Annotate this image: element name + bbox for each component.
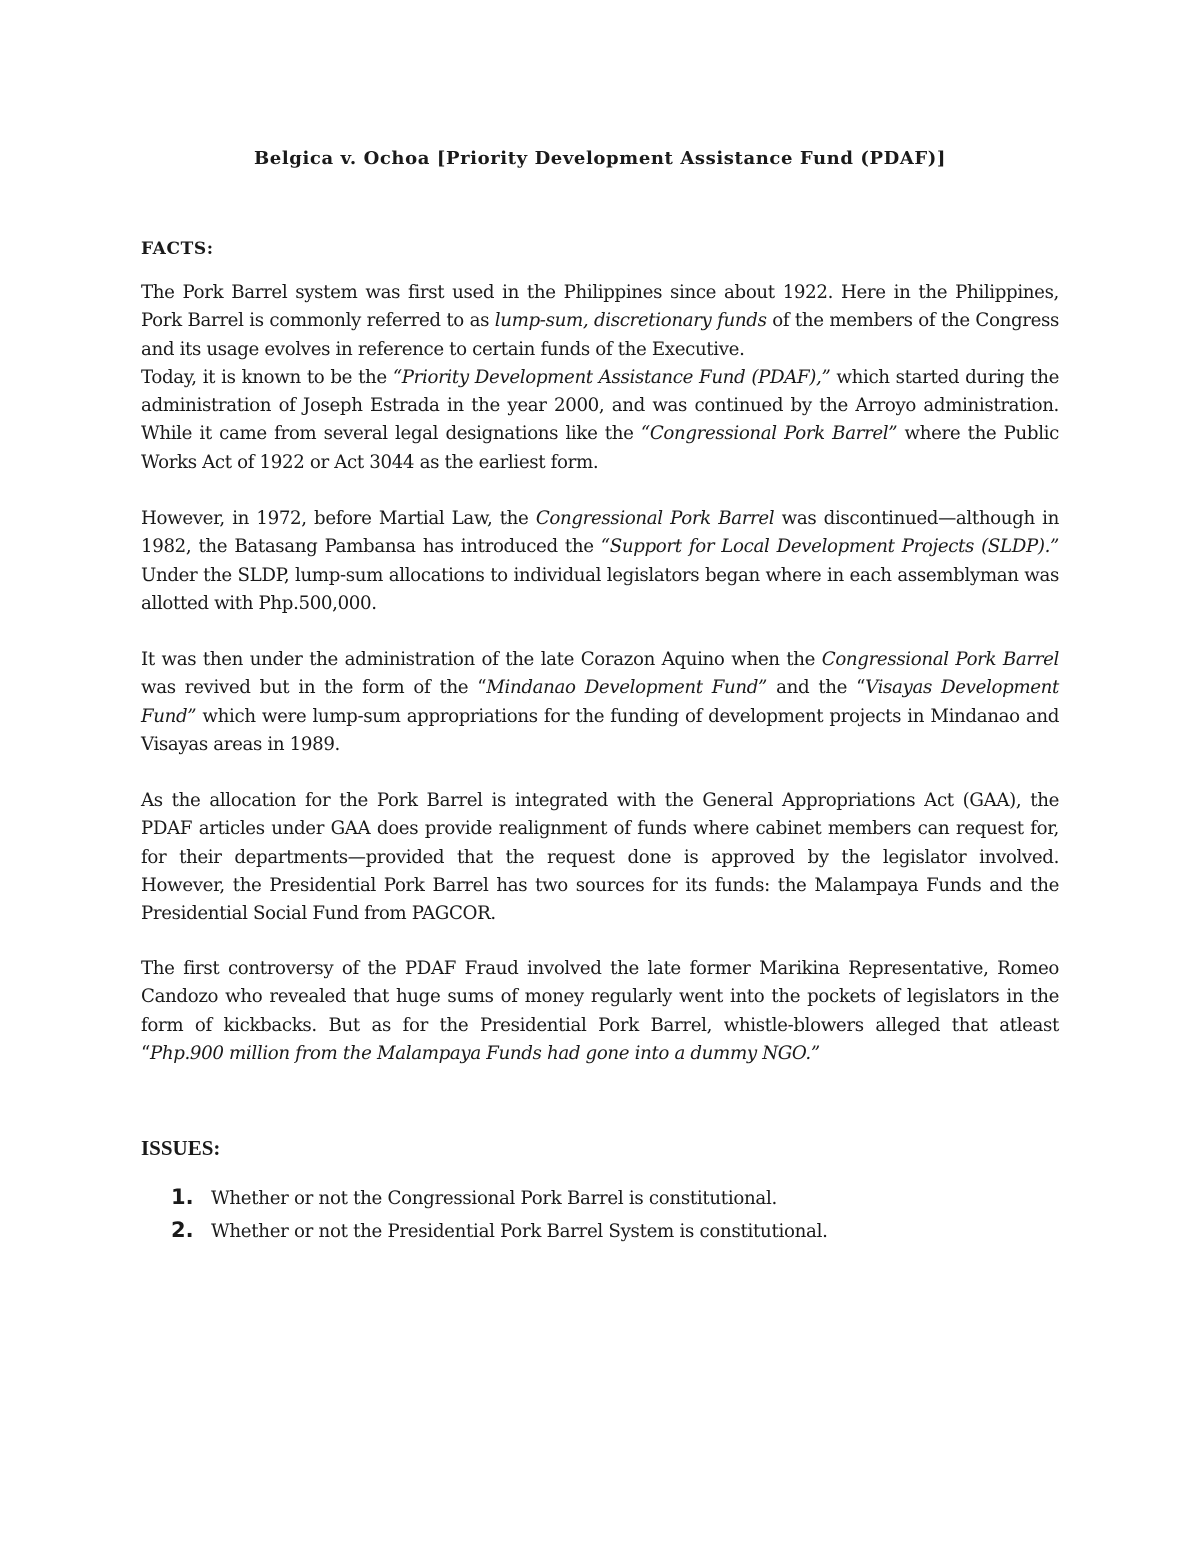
text-span: It was then under the administration of the late Corazon Aquino when the: [141, 649, 822, 670]
italic-span: “Support for Local Development Projects (SLDP).”: [600, 536, 1059, 558]
issues-list: [171, 1185, 828, 1251]
italic-span: lump-sum, discretionary funds: [494, 310, 767, 332]
facts-paragraph-1-part-a: [141, 279, 1059, 364]
italic-span: Congressional Pork Barrel: [535, 508, 775, 529]
facts-paragraph-4: [141, 787, 1059, 928]
issue-text: Whether or not the Congressional Pork Barrel is constitutional.: [211, 1188, 777, 1209]
italic-span: “Congressional Pork Barrel”: [640, 423, 898, 445]
italic-span: Congressional Pork Barrel: [821, 649, 1059, 670]
facts-paragraph-1: [141, 279, 1059, 477]
italic-span: “Priority Development Assistance Fund (PDAF),”: [392, 366, 831, 388]
document-title: Belgica v. Ochoa [Priority Development Assistance Fund (PDAF)]: [253, 148, 947, 169]
issue-number: 2.: [171, 1218, 194, 1242]
facts-paragraph-5: [141, 955, 1059, 1068]
issue-item: [171, 1185, 828, 1218]
text-span: As the allocation for the Pork Barrel is integrated with the General Appropriations Act (GAA), the PDAF articles under GAA does provide realignment of funds where cabinet members can request for, for their departments—provided that the request done is approved by the legislator involved. However, the Presidential Pork Barrel has two sources for its funds: the Malampaya Funds and the Presidential Social Fund from PAGCOR.: [141, 790, 1059, 925]
italic-span: Visayas Development Fund”: [141, 677, 1059, 727]
text-span: However, in 1972, before Martial Law, the: [141, 508, 536, 529]
text-span: The first controversy of the PDAF Fraud involved the late former Marikina Representative, Romeo Candozo who revealed that huge sums of money regularly went into the pockets of legislators in the form of kickbacks. But as for the Presidential Pork Barrel, whistle-blowers alleged that atleast “: [141, 958, 1059, 1064]
text-span: of the members of the Congress and its usage evolves in reference to certain funds of the Executive.: [141, 310, 1059, 360]
italic-span: Mindanao Development Fund”: [486, 677, 768, 699]
text-span: which were lump-sum appropriations for the funding of development projects in Mindanao and Visayas areas in 1989.: [141, 705, 1059, 755]
text-span: was discontinued—although in 1982, the Batasang Pambansa has introduced the: [141, 508, 1059, 558]
issue-number: 1.: [171, 1185, 194, 1209]
text-span: which started during the administration of Joseph Estrada in the year 2000, and was continued by the Arroyo administration. While it came from several legal designations like the: [141, 366, 1059, 445]
facts-paragraph-2: [141, 505, 1059, 618]
facts-paragraph-1-part-b: [141, 364, 1059, 477]
issues-heading: ISSUES:: [141, 1136, 221, 1160]
text-span: and the “: [767, 677, 866, 699]
facts-heading: FACTS:: [141, 239, 214, 259]
issue-item: [171, 1218, 828, 1251]
facts-paragraph-3: [141, 646, 1059, 759]
issue-text: Whether or not the Presidential Pork Barrel System is constitutional.: [211, 1221, 828, 1242]
text-span: Today, it is known to be the: [141, 366, 393, 388]
text-span: The Pork Barrel system was first used in the Philippines since about 1922. Here in the Philippines, Pork Barrel is commonly referred to as: [141, 282, 1059, 332]
text-span: Under the SLDP, lump-sum allocations to individual legislators began where in each assemblyman was allotted with Php.500,000.: [141, 564, 1059, 614]
italic-span: Php.900 million from the Malampaya Funds had gone into a dummy NGO.”: [149, 1042, 820, 1064]
text-span: where the Public Works Act of 1922 or Act 3044 as the earliest form.: [141, 423, 1059, 473]
text-span: was revived but in the form of the “: [141, 677, 487, 699]
